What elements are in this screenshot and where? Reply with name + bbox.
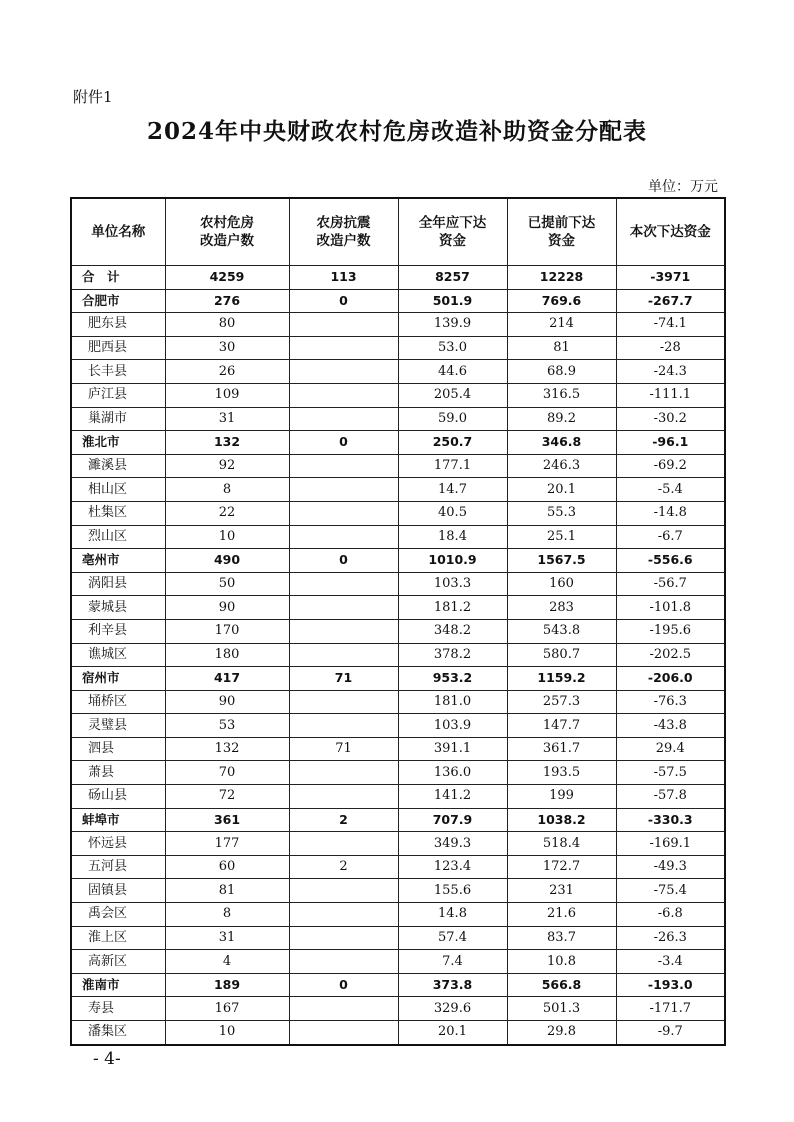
- cell-annual-funds: 44.6: [398, 360, 507, 384]
- cell-annual-funds: 18.4: [398, 525, 507, 549]
- allocation-table: [70, 197, 726, 1046]
- table-row: [71, 360, 725, 384]
- table-row-subtotal: [71, 549, 725, 573]
- table-row-subtotal: [71, 431, 725, 455]
- cell-current-funds: -57.5: [616, 761, 725, 785]
- cell-advance-funds: 10.8: [507, 950, 616, 974]
- cell-annual-funds: 53.0: [398, 336, 507, 360]
- cell-advance-funds: 68.9: [507, 360, 616, 384]
- cell-unit-name: 淮北市: [71, 431, 165, 455]
- cell-unit-name: 泗县: [71, 737, 165, 761]
- table-row: [71, 596, 725, 620]
- cell-unit-name: 淮南市: [71, 973, 165, 997]
- table-row: [71, 1021, 725, 1045]
- cell-unit-name: 烈山区: [71, 525, 165, 549]
- cell-current-funds: -556.6: [616, 549, 725, 573]
- cell-seismic-renovation: [289, 313, 398, 337]
- cell-seismic-renovation: 2: [289, 855, 398, 879]
- cell-current-funds: -171.7: [616, 997, 725, 1021]
- table-row-subtotal: [71, 808, 725, 832]
- table-row: [71, 714, 725, 738]
- cell-annual-funds: 373.8: [398, 973, 507, 997]
- cell-rural-renovation: 10: [165, 1021, 289, 1045]
- table-row: [71, 690, 725, 714]
- cell-current-funds: -30.2: [616, 407, 725, 431]
- cell-seismic-renovation: [289, 383, 398, 407]
- cell-unit-name: 淮上区: [71, 926, 165, 950]
- cell-current-funds: 29.4: [616, 737, 725, 761]
- cell-advance-funds: 543.8: [507, 619, 616, 643]
- cell-advance-funds: 1567.5: [507, 549, 616, 573]
- cell-advance-funds: 21.6: [507, 903, 616, 927]
- cell-current-funds: -6.8: [616, 903, 725, 927]
- table-row: [71, 572, 725, 596]
- cell-annual-funds: 250.7: [398, 431, 507, 455]
- cell-rural-renovation: 167: [165, 997, 289, 1021]
- table-row: [71, 478, 725, 502]
- cell-current-funds: -28: [616, 336, 725, 360]
- cell-seismic-renovation: [289, 360, 398, 384]
- cell-rural-renovation: 170: [165, 619, 289, 643]
- cell-advance-funds: 81: [507, 336, 616, 360]
- cell-unit-name: 合肥市: [71, 289, 165, 313]
- cell-unit-name: 长丰县: [71, 360, 165, 384]
- cell-rural-renovation: 72: [165, 785, 289, 809]
- cell-rural-renovation: 417: [165, 667, 289, 691]
- cell-annual-funds: 181.0: [398, 690, 507, 714]
- cell-advance-funds: 55.3: [507, 501, 616, 525]
- cell-annual-funds: 141.2: [398, 785, 507, 809]
- cell-current-funds: -202.5: [616, 643, 725, 667]
- table-row: [71, 903, 725, 927]
- cell-unit-name: 高新区: [71, 950, 165, 974]
- cell-unit-name: 合 计: [71, 266, 165, 290]
- cell-unit-name: 涡阳县: [71, 572, 165, 596]
- table-row: [71, 619, 725, 643]
- cell-unit-name: 利辛县: [71, 619, 165, 643]
- cell-unit-name: 巢湖市: [71, 407, 165, 431]
- cell-seismic-renovation: 0: [289, 973, 398, 997]
- cell-annual-funds: 348.2: [398, 619, 507, 643]
- cell-rural-renovation: 4259: [165, 266, 289, 290]
- cell-advance-funds: 316.5: [507, 383, 616, 407]
- cell-annual-funds: 177.1: [398, 454, 507, 478]
- cell-rural-renovation: 132: [165, 431, 289, 455]
- cell-seismic-renovation: [289, 525, 398, 549]
- cell-advance-funds: 193.5: [507, 761, 616, 785]
- cell-advance-funds: 12228: [507, 266, 616, 290]
- table-row-subtotal: [71, 667, 725, 691]
- cell-current-funds: -49.3: [616, 855, 725, 879]
- cell-rural-renovation: 70: [165, 761, 289, 785]
- cell-current-funds: -267.7: [616, 289, 725, 313]
- cell-seismic-renovation: [289, 997, 398, 1021]
- cell-seismic-renovation: [289, 478, 398, 502]
- cell-seismic-renovation: [289, 785, 398, 809]
- cell-advance-funds: 83.7: [507, 926, 616, 950]
- cell-unit-name: 寿县: [71, 997, 165, 1021]
- cell-current-funds: -169.1: [616, 832, 725, 856]
- cell-annual-funds: 1010.9: [398, 549, 507, 573]
- cell-seismic-renovation: 113: [289, 266, 398, 290]
- cell-annual-funds: 7.4: [398, 950, 507, 974]
- cell-seismic-renovation: 0: [289, 549, 398, 573]
- cell-annual-funds: 181.2: [398, 596, 507, 620]
- cell-seismic-renovation: [289, 336, 398, 360]
- table-row: [71, 643, 725, 667]
- cell-rural-renovation: 80: [165, 313, 289, 337]
- table-row: [71, 926, 725, 950]
- cell-current-funds: -5.4: [616, 478, 725, 502]
- page-title: 2024年中央财政农村危房改造补助资金分配表: [146, 118, 647, 145]
- cell-unit-name: 肥东县: [71, 313, 165, 337]
- cell-annual-funds: 139.9: [398, 313, 507, 337]
- cell-unit-name: 怀远县: [71, 832, 165, 856]
- cell-annual-funds: 14.8: [398, 903, 507, 927]
- cell-rural-renovation: 50: [165, 572, 289, 596]
- cell-seismic-renovation: [289, 832, 398, 856]
- cell-rural-renovation: 276: [165, 289, 289, 313]
- header-seismic-renovation: 农房抗震 改造户数: [289, 198, 398, 266]
- cell-annual-funds: 123.4: [398, 855, 507, 879]
- cell-unit-name: 杜集区: [71, 501, 165, 525]
- cell-advance-funds: 25.1: [507, 525, 616, 549]
- cell-advance-funds: 231: [507, 879, 616, 903]
- cell-seismic-renovation: [289, 572, 398, 596]
- cell-current-funds: -206.0: [616, 667, 725, 691]
- cell-unit-name: 蒙城县: [71, 596, 165, 620]
- cell-rural-renovation: 60: [165, 855, 289, 879]
- cell-current-funds: -101.8: [616, 596, 725, 620]
- cell-rural-renovation: 361: [165, 808, 289, 832]
- table-row: [71, 785, 725, 809]
- cell-advance-funds: 246.3: [507, 454, 616, 478]
- cell-seismic-renovation: [289, 926, 398, 950]
- cell-rural-renovation: 8: [165, 903, 289, 927]
- cell-current-funds: -6.7: [616, 525, 725, 549]
- cell-advance-funds: 89.2: [507, 407, 616, 431]
- table-row: [71, 525, 725, 549]
- cell-unit-name: 固镇县: [71, 879, 165, 903]
- cell-advance-funds: 160: [507, 572, 616, 596]
- cell-current-funds: -74.1: [616, 313, 725, 337]
- cell-current-funds: -43.8: [616, 714, 725, 738]
- cell-seismic-renovation: [289, 407, 398, 431]
- cell-annual-funds: 205.4: [398, 383, 507, 407]
- table-row: [71, 879, 725, 903]
- cell-annual-funds: 501.9: [398, 289, 507, 313]
- cell-annual-funds: 59.0: [398, 407, 507, 431]
- cell-current-funds: -3971: [616, 266, 725, 290]
- cell-rural-renovation: 31: [165, 407, 289, 431]
- page-number: - 4-: [93, 1049, 121, 1069]
- cell-annual-funds: 329.6: [398, 997, 507, 1021]
- table-row: [71, 454, 725, 478]
- table-row: [71, 997, 725, 1021]
- cell-unit-name: 肥西县: [71, 336, 165, 360]
- cell-rural-renovation: 81: [165, 879, 289, 903]
- cell-rural-renovation: 26: [165, 360, 289, 384]
- cell-current-funds: -96.1: [616, 431, 725, 455]
- header-advance-funds: 已提前下达 资金: [507, 198, 616, 266]
- cell-annual-funds: 155.6: [398, 879, 507, 903]
- cell-current-funds: -195.6: [616, 619, 725, 643]
- table-row: [71, 761, 725, 785]
- cell-unit-name: 灵璧县: [71, 714, 165, 738]
- cell-advance-funds: 257.3: [507, 690, 616, 714]
- cell-unit-name: 相山区: [71, 478, 165, 502]
- cell-rural-renovation: 180: [165, 643, 289, 667]
- cell-annual-funds: 136.0: [398, 761, 507, 785]
- cell-advance-funds: 172.7: [507, 855, 616, 879]
- cell-annual-funds: 14.7: [398, 478, 507, 502]
- cell-seismic-renovation: [289, 690, 398, 714]
- cell-rural-renovation: 31: [165, 926, 289, 950]
- header-rural-renovation: 农村危房 改造户数: [165, 198, 289, 266]
- cell-advance-funds: 214: [507, 313, 616, 337]
- cell-annual-funds: 378.2: [398, 643, 507, 667]
- cell-rural-renovation: 490: [165, 549, 289, 573]
- cell-seismic-renovation: [289, 1021, 398, 1045]
- cell-seismic-renovation: 0: [289, 289, 398, 313]
- cell-current-funds: -3.4: [616, 950, 725, 974]
- cell-unit-name: 庐江县: [71, 383, 165, 407]
- cell-unit-name: 砀山县: [71, 785, 165, 809]
- table-row: [71, 832, 725, 856]
- cell-current-funds: -9.7: [616, 1021, 725, 1045]
- cell-current-funds: -69.2: [616, 454, 725, 478]
- cell-advance-funds: 769.6: [507, 289, 616, 313]
- cell-current-funds: -111.1: [616, 383, 725, 407]
- cell-rural-renovation: 53: [165, 714, 289, 738]
- table-row-subtotal: [71, 289, 725, 313]
- cell-rural-renovation: 8: [165, 478, 289, 502]
- cell-current-funds: -330.3: [616, 808, 725, 832]
- cell-seismic-renovation: 2: [289, 808, 398, 832]
- cell-current-funds: -75.4: [616, 879, 725, 903]
- cell-seismic-renovation: [289, 454, 398, 478]
- cell-advance-funds: 283: [507, 596, 616, 620]
- cell-unit-name: 禹会区: [71, 903, 165, 927]
- cell-rural-renovation: 189: [165, 973, 289, 997]
- cell-advance-funds: 518.4: [507, 832, 616, 856]
- table-row: [71, 737, 725, 761]
- cell-advance-funds: 199: [507, 785, 616, 809]
- cell-rural-renovation: 30: [165, 336, 289, 360]
- cell-rural-renovation: 4: [165, 950, 289, 974]
- table-row: [71, 407, 725, 431]
- cell-current-funds: -26.3: [616, 926, 725, 950]
- table-row: [71, 383, 725, 407]
- cell-annual-funds: 953.2: [398, 667, 507, 691]
- cell-unit-name: 宿州市: [71, 667, 165, 691]
- cell-annual-funds: 40.5: [398, 501, 507, 525]
- cell-advance-funds: 1038.2: [507, 808, 616, 832]
- cell-seismic-renovation: [289, 714, 398, 738]
- cell-advance-funds: 346.8: [507, 431, 616, 455]
- cell-advance-funds: 501.3: [507, 997, 616, 1021]
- cell-unit-name: 五河县: [71, 855, 165, 879]
- cell-annual-funds: 707.9: [398, 808, 507, 832]
- header-annual-funds: 全年应下达 资金: [398, 198, 507, 266]
- cell-advance-funds: 361.7: [507, 737, 616, 761]
- unit-label: 单位：万元: [648, 179, 718, 195]
- cell-seismic-renovation: 0: [289, 431, 398, 455]
- cell-unit-name: 潘集区: [71, 1021, 165, 1045]
- table-row: [71, 313, 725, 337]
- cell-current-funds: -76.3: [616, 690, 725, 714]
- cell-annual-funds: 57.4: [398, 926, 507, 950]
- cell-seismic-renovation: [289, 879, 398, 903]
- cell-current-funds: -193.0: [616, 973, 725, 997]
- header-unit-name: 单位名称: [71, 198, 165, 266]
- cell-advance-funds: 147.7: [507, 714, 616, 738]
- cell-seismic-renovation: 71: [289, 667, 398, 691]
- cell-seismic-renovation: [289, 596, 398, 620]
- cell-seismic-renovation: 71: [289, 737, 398, 761]
- cell-current-funds: -57.8: [616, 785, 725, 809]
- cell-annual-funds: 103.9: [398, 714, 507, 738]
- cell-annual-funds: 8257: [398, 266, 507, 290]
- table-row: [71, 336, 725, 360]
- cell-seismic-renovation: [289, 950, 398, 974]
- cell-unit-name: 埇桥区: [71, 690, 165, 714]
- cell-seismic-renovation: [289, 903, 398, 927]
- cell-current-funds: -56.7: [616, 572, 725, 596]
- cell-advance-funds: 20.1: [507, 478, 616, 502]
- cell-annual-funds: 349.3: [398, 832, 507, 856]
- attachment-label: 附件1: [73, 88, 113, 106]
- table-row: [71, 950, 725, 974]
- cell-seismic-renovation: [289, 761, 398, 785]
- cell-rural-renovation: 90: [165, 690, 289, 714]
- cell-rural-renovation: 177: [165, 832, 289, 856]
- cell-unit-name: 萧县: [71, 761, 165, 785]
- cell-annual-funds: 103.3: [398, 572, 507, 596]
- cell-seismic-renovation: [289, 501, 398, 525]
- table-row: [71, 855, 725, 879]
- cell-seismic-renovation: [289, 619, 398, 643]
- cell-advance-funds: 580.7: [507, 643, 616, 667]
- cell-seismic-renovation: [289, 643, 398, 667]
- cell-annual-funds: 20.1: [398, 1021, 507, 1045]
- cell-unit-name: 蚌埠市: [71, 808, 165, 832]
- cell-rural-renovation: 132: [165, 737, 289, 761]
- cell-rural-renovation: 109: [165, 383, 289, 407]
- cell-rural-renovation: 92: [165, 454, 289, 478]
- table-row: [71, 501, 725, 525]
- cell-rural-renovation: 10: [165, 525, 289, 549]
- table-header-row: [71, 198, 725, 266]
- cell-rural-renovation: 90: [165, 596, 289, 620]
- cell-current-funds: -24.3: [616, 360, 725, 384]
- cell-unit-name: 谯城区: [71, 643, 165, 667]
- cell-unit-name: 濉溪县: [71, 454, 165, 478]
- cell-annual-funds: 391.1: [398, 737, 507, 761]
- table-body: [71, 266, 725, 1045]
- table-row-subtotal: [71, 973, 725, 997]
- cell-unit-name: 亳州市: [71, 549, 165, 573]
- cell-rural-renovation: 22: [165, 501, 289, 525]
- cell-advance-funds: 29.8: [507, 1021, 616, 1045]
- header-current-funds: 本次下达资金: [616, 198, 725, 266]
- cell-advance-funds: 566.8: [507, 973, 616, 997]
- table-row-subtotal: [71, 266, 725, 290]
- cell-advance-funds: 1159.2: [507, 667, 616, 691]
- cell-current-funds: -14.8: [616, 501, 725, 525]
